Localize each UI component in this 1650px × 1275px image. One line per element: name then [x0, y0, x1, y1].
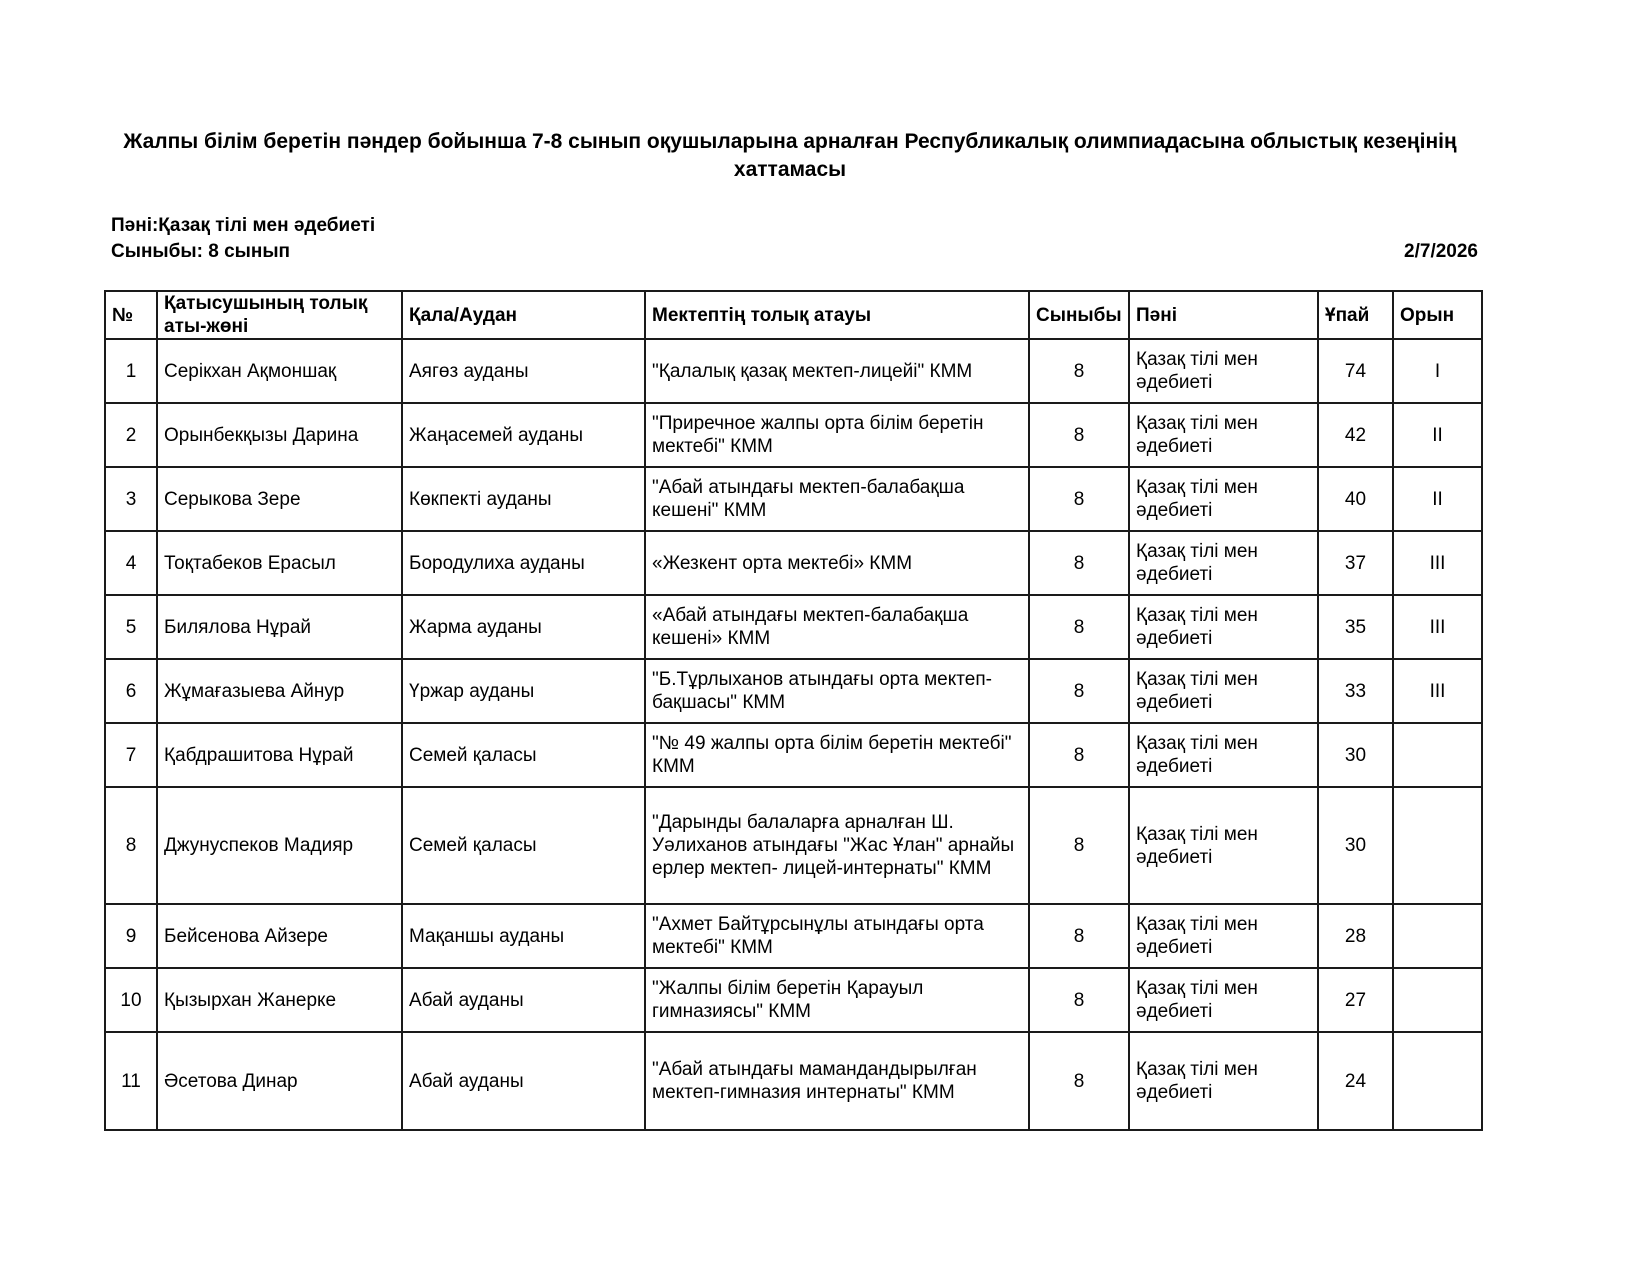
school-name-cell: "Приречное жалпы орта білім беретін мектебі" КММ	[645, 403, 1029, 467]
place-cell: III	[1393, 531, 1482, 595]
score-cell: 30	[1318, 723, 1393, 787]
city-district-cell: Аягөз ауданы	[402, 339, 645, 403]
subject-name-cell: Қазақ тілі мен әдебиеті	[1129, 467, 1318, 531]
school-name-cell: "Ахмет Байтұрсынұлы атындағы орта мектебі" КММ	[645, 904, 1029, 968]
subject-line: Пәні:Қазақ тілі мен әдебиеті	[111, 215, 376, 236]
class-line: Сыныбы: 8 сынып	[111, 241, 291, 262]
city-district-cell: Жаңасемей ауданы	[402, 403, 645, 467]
participant-name-cell: Бейсенова Айзере	[157, 904, 402, 968]
table-row	[105, 595, 1482, 659]
school-name-cell: "№ 49 жалпы орта білім беретін мектебі" КММ	[645, 723, 1029, 787]
place-cell: II	[1393, 467, 1482, 531]
participant-name-cell: Әсетова Динар	[157, 1032, 402, 1130]
place-cell: I	[1393, 339, 1482, 403]
participant-name-cell: Билялова Нұрай	[157, 595, 402, 659]
class-grade-cell: 8	[1029, 339, 1129, 403]
class-grade-cell: 8	[1029, 904, 1129, 968]
table-header-row	[105, 291, 1482, 339]
row-num-cell: 8	[105, 787, 157, 904]
city-district-cell: Абай ауданы	[402, 1032, 645, 1130]
row-num-cell: 1	[105, 339, 157, 403]
school-name-cell: "Абай атындағы мамандандырылған мектеп-гимназия интернаты" КММ	[645, 1032, 1029, 1130]
score-cell: 74	[1318, 339, 1393, 403]
class-grade-cell: 8	[1029, 968, 1129, 1032]
class-grade-cell: 8	[1029, 595, 1129, 659]
class-grade-cell: 8	[1029, 467, 1129, 531]
score-cell: 28	[1318, 904, 1393, 968]
score-cell: 37	[1318, 531, 1393, 595]
header-score: Ұпай	[1318, 291, 1393, 339]
place-cell	[1393, 1032, 1482, 1130]
city-district-cell: Көкпекті ауданы	[402, 467, 645, 531]
subject-name-cell: Қазақ тілі мен әдебиеті	[1129, 659, 1318, 723]
row-num-cell: 9	[105, 904, 157, 968]
subject-name-cell: Қазақ тілі мен әдебиеті	[1129, 403, 1318, 467]
table-row	[105, 659, 1482, 723]
school-name-cell: «Абай атындағы мектеп-балабақша кешені» КММ	[645, 595, 1029, 659]
school-name-cell: "Жалпы білім беретін Қарауыл гимназиясы" КММ	[645, 968, 1029, 1032]
table-row	[105, 787, 1482, 904]
row-num-cell: 10	[105, 968, 157, 1032]
header-city: Қала/Аудан	[402, 291, 645, 339]
subject-name-cell: Қазақ тілі мен әдебиеті	[1129, 787, 1318, 904]
class-grade-cell: 8	[1029, 1032, 1129, 1130]
place-cell: II	[1393, 403, 1482, 467]
subject-name-cell: Қазақ тілі мен әдебиеті	[1129, 1032, 1318, 1130]
subject-name-cell: Қазақ тілі мен әдебиеті	[1129, 339, 1318, 403]
school-name-cell: "Дарынды балаларға арналған Ш. Уәлиханов атындағы "Жас Ұлан" арнайы ерлер мектеп- лицей-интернаты" КММ	[645, 787, 1029, 904]
subject-name-cell: Қазақ тілі мен әдебиеті	[1129, 968, 1318, 1032]
row-num-cell: 7	[105, 723, 157, 787]
score-cell: 27	[1318, 968, 1393, 1032]
document-date: 2/7/2026	[1404, 241, 1478, 262]
place-cell: III	[1393, 595, 1482, 659]
place-cell	[1393, 904, 1482, 968]
table-row	[105, 723, 1482, 787]
score-cell: 30	[1318, 787, 1393, 904]
place-cell	[1393, 968, 1482, 1032]
subject-name-cell: Қазақ тілі мен әдебиеті	[1129, 595, 1318, 659]
row-num-cell: 3	[105, 467, 157, 531]
subject-name-cell: Қазақ тілі мен әдебиеті	[1129, 723, 1318, 787]
table-row	[105, 339, 1482, 403]
table-row	[105, 904, 1482, 968]
city-district-cell: Үржар ауданы	[402, 659, 645, 723]
row-num-cell: 11	[105, 1032, 157, 1130]
city-district-cell: Абай ауданы	[402, 968, 645, 1032]
participant-name-cell: Серікхан Ақмоншақ	[157, 339, 402, 403]
header-school: Мектептің толық атауы	[645, 291, 1029, 339]
place-cell: III	[1393, 659, 1482, 723]
row-num-cell: 6	[105, 659, 157, 723]
city-district-cell: Семей қаласы	[402, 787, 645, 904]
score-cell: 40	[1318, 467, 1393, 531]
score-cell: 33	[1318, 659, 1393, 723]
header-name: Қатысушының толық аты-жөні	[157, 291, 402, 339]
participant-name-cell: Тоқтабеков Ерасыл	[157, 531, 402, 595]
table-row	[105, 467, 1482, 531]
school-name-cell: «Жезкент орта мектебі» КММ	[645, 531, 1029, 595]
city-district-cell: Бородулиха ауданы	[402, 531, 645, 595]
row-num-cell: 5	[105, 595, 157, 659]
class-grade-cell: 8	[1029, 659, 1129, 723]
participant-name-cell: Орынбекқызы Дарина	[157, 403, 402, 467]
place-cell	[1393, 723, 1482, 787]
class-grade-cell: 8	[1029, 531, 1129, 595]
class-grade-cell: 8	[1029, 723, 1129, 787]
header-place: Орын	[1393, 291, 1482, 339]
subject-name-cell: Қазақ тілі мен әдебиеті	[1129, 531, 1318, 595]
row-num-cell: 2	[105, 403, 157, 467]
score-cell: 35	[1318, 595, 1393, 659]
participant-name-cell: Серыкова Зере	[157, 467, 402, 531]
score-cell: 24	[1318, 1032, 1393, 1130]
results-table	[104, 290, 1483, 1131]
table-row	[105, 1032, 1482, 1130]
participant-name-cell: Қызырхан Жанерке	[157, 968, 402, 1032]
school-name-cell: "Абай атындағы мектеп-балабақша кешені" КММ	[645, 467, 1029, 531]
document-title: Жалпы білім беретін пәндер бойынша 7-8 сынып оқушыларына арналған Республикалық олимпиадасына облыстық кезеңінің хаттамасы	[123, 130, 1457, 181]
city-district-cell: Жарма ауданы	[402, 595, 645, 659]
school-name-cell: "Б.Тұрлыханов атындағы орта мектеп-бақшасы" КММ	[645, 659, 1029, 723]
place-cell	[1393, 787, 1482, 904]
subject-name-cell: Қазақ тілі мен әдебиеті	[1129, 904, 1318, 968]
class-grade-cell: 8	[1029, 787, 1129, 904]
city-district-cell: Семей қаласы	[402, 723, 645, 787]
header-subject: Пәні	[1129, 291, 1318, 339]
table-row	[105, 968, 1482, 1032]
header-class: Сыныбы	[1029, 291, 1129, 339]
table-row	[105, 531, 1482, 595]
score-cell: 42	[1318, 403, 1393, 467]
class-grade-cell: 8	[1029, 403, 1129, 467]
school-name-cell: "Қалалық қазақ мектеп-лицейі" КММ	[645, 339, 1029, 403]
participant-name-cell: Жұмағазыева Айнур	[157, 659, 402, 723]
city-district-cell: Мақаншы ауданы	[402, 904, 645, 968]
row-num-cell: 4	[105, 531, 157, 595]
participant-name-cell: Қабдрашитова Нұрай	[157, 723, 402, 787]
table-row	[105, 403, 1482, 467]
participant-name-cell: Джунуспеков Мадияр	[157, 787, 402, 904]
header-num: №	[105, 291, 157, 339]
